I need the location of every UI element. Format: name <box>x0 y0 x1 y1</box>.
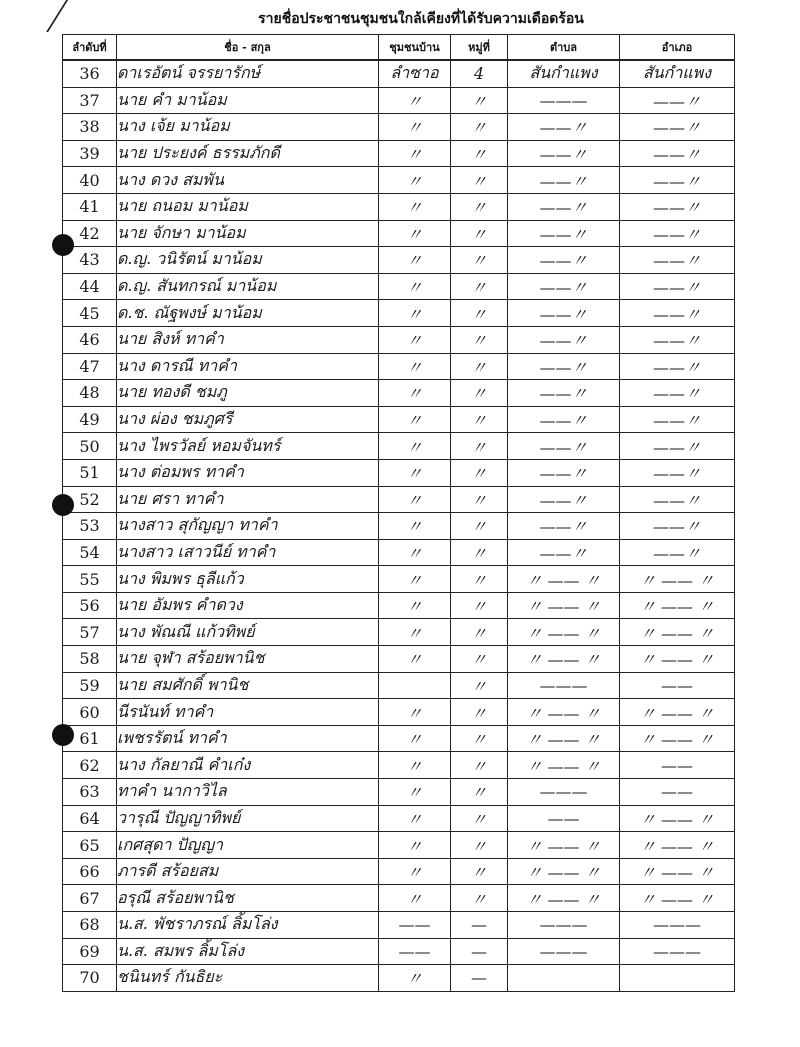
cell-tambon: ——〃 <box>508 326 620 353</box>
cell-name: นาง ไพรวัลย์ หอมจันทร์ <box>117 433 379 460</box>
cell-tambon: ——〃 <box>508 167 620 194</box>
cell-amphoe: 〃 —— 〃 <box>620 646 735 673</box>
cell-moo: 〃 <box>451 832 508 859</box>
cell-village: 〃 <box>379 193 451 220</box>
table-row <box>63 486 735 513</box>
cell-village: 〃 <box>379 406 451 433</box>
cell-amphoe: 〃 —— 〃 <box>620 885 735 912</box>
cell-village: 〃 <box>379 247 451 274</box>
cell-tambon: ——— <box>508 87 620 114</box>
cell-village: 〃 <box>379 220 451 247</box>
cell-tambon: สันกำแพง <box>508 60 620 87</box>
cell-amphoe: 〃 —— 〃 <box>620 832 735 859</box>
cell-tambon: ——〃 <box>508 433 620 460</box>
cell-village: 〃 <box>379 114 451 141</box>
cell-name: ชนินทร์ กันธิยะ <box>117 965 379 992</box>
cell-num: 46 <box>63 326 117 353</box>
table-row <box>63 725 735 752</box>
cell-name: น.ส. พัชราภรณ์ ลิ้มโล่ง <box>117 912 379 939</box>
cell-village: 〃 <box>379 805 451 832</box>
cell-num: 37 <box>63 87 117 114</box>
table-row <box>63 60 735 87</box>
header-tambon: ตำบล <box>508 35 620 61</box>
cell-village: 〃 <box>379 167 451 194</box>
cell-name: นาย ศรา ทาคำ <box>117 486 379 513</box>
table-row <box>63 672 735 699</box>
cell-tambon: 〃 —— 〃 <box>508 619 620 646</box>
cell-tambon <box>508 965 620 992</box>
cell-tambon: 〃 —— 〃 <box>508 725 620 752</box>
cell-village: 〃 <box>379 619 451 646</box>
cell-num: 70 <box>63 965 117 992</box>
cell-name: ทาคำ นากาวิไล <box>117 779 379 806</box>
cell-name: นาย ประยงค์ ธรรมภักดี <box>117 140 379 167</box>
cell-moo: 〃 <box>451 725 508 752</box>
cell-name: นาย สมศักดิ์ พานิช <box>117 672 379 699</box>
cell-tambon: ——〃 <box>508 247 620 274</box>
table-row <box>63 965 735 992</box>
table-header-row <box>63 35 735 61</box>
cell-village: 〃 <box>379 459 451 486</box>
cell-tambon: ——〃 <box>508 353 620 380</box>
cell-amphoe: ——〃 <box>620 193 735 220</box>
cell-name: น.ส. สมพร ลิ้มโล่ง <box>117 938 379 965</box>
cell-tambon: ——〃 <box>508 193 620 220</box>
table-row <box>63 752 735 779</box>
cell-village: 〃 <box>379 566 451 593</box>
cell-name: นาย จุฬา สร้อยพานิช <box>117 646 379 673</box>
table-row <box>63 433 735 460</box>
cell-tambon: 〃 —— 〃 <box>508 699 620 726</box>
cell-village: 〃 <box>379 87 451 114</box>
punch-hole <box>52 724 74 746</box>
punch-hole <box>52 234 74 256</box>
cell-tambon: ——〃 <box>508 273 620 300</box>
cell-village: 〃 <box>379 380 451 407</box>
cell-name: นาง ผ่อง ชมภูศรี <box>117 406 379 433</box>
table-row <box>63 619 735 646</box>
cell-village: 〃 <box>379 140 451 167</box>
cell-num: 51 <box>63 459 117 486</box>
cell-num: 49 <box>63 406 117 433</box>
cell-amphoe: ——〃 <box>620 486 735 513</box>
table-row <box>63 326 735 353</box>
cell-amphoe: ——— <box>620 938 735 965</box>
cell-num: 61 <box>63 725 117 752</box>
table-row <box>63 167 735 194</box>
cell-village: 〃 <box>379 513 451 540</box>
cell-amphoe: 〃 —— 〃 <box>620 725 735 752</box>
table-row <box>63 779 735 806</box>
table-row <box>63 699 735 726</box>
cell-amphoe: ——〃 <box>620 140 735 167</box>
cell-amphoe: 〃 —— 〃 <box>620 592 735 619</box>
table-row <box>63 539 735 566</box>
header-moo: หมู่ที่ <box>451 35 508 61</box>
cell-village: 〃 <box>379 646 451 673</box>
table-row <box>63 193 735 220</box>
cell-amphoe: ——〃 <box>620 406 735 433</box>
cell-amphoe: 〃 —— 〃 <box>620 805 735 832</box>
cell-amphoe: —— <box>620 752 735 779</box>
cell-tambon: ——— <box>508 938 620 965</box>
cell-village: 〃 <box>379 725 451 752</box>
cell-village <box>379 672 451 699</box>
cell-village: 〃 <box>379 539 451 566</box>
cell-village: 〃 <box>379 858 451 885</box>
header-name: ชื่อ - สกุล <box>117 35 379 61</box>
cell-village: 〃 <box>379 832 451 859</box>
cell-amphoe: ——〃 <box>620 167 735 194</box>
cell-name: วารุณี ปัญญาทิพย์ <box>117 805 379 832</box>
cell-tambon: ——〃 <box>508 406 620 433</box>
cell-num: 41 <box>63 193 117 220</box>
cell-tambon: 〃 —— 〃 <box>508 566 620 593</box>
cell-moo: 〃 <box>451 353 508 380</box>
cell-amphoe: 〃 —— 〃 <box>620 858 735 885</box>
cell-name: นาย อัมพร คำดวง <box>117 592 379 619</box>
cell-amphoe: ——〃 <box>620 220 735 247</box>
cell-moo: 〃 <box>451 858 508 885</box>
cell-tambon: 〃 —— 〃 <box>508 646 620 673</box>
cell-moo: 〃 <box>451 752 508 779</box>
table-row <box>63 513 735 540</box>
cell-moo: 〃 <box>451 114 508 141</box>
cell-amphoe: ——〃 <box>620 539 735 566</box>
cell-name: ด.ญ. วนิรัตน์ มาน้อม <box>117 247 379 274</box>
cell-moo: 〃 <box>451 406 508 433</box>
cell-tambon: ——— <box>508 779 620 806</box>
cell-amphoe: ——〃 <box>620 326 735 353</box>
cell-village: 〃 <box>379 486 451 513</box>
cell-tambon: 〃 —— 〃 <box>508 752 620 779</box>
table-row <box>63 380 735 407</box>
cell-moo: 〃 <box>451 885 508 912</box>
cell-num: 54 <box>63 539 117 566</box>
cell-village: 〃 <box>379 592 451 619</box>
cell-name: นาง ต่อมพร ทาคำ <box>117 459 379 486</box>
cell-amphoe: ——〃 <box>620 380 735 407</box>
cell-tambon: 〃 —— 〃 <box>508 885 620 912</box>
cell-village: ลำซาอ <box>379 60 451 87</box>
table-row <box>63 406 735 433</box>
cell-name: ดาเรอัตน์ จรรยารักษ์ <box>117 60 379 87</box>
cell-num: 53 <box>63 513 117 540</box>
cell-num: 44 <box>63 273 117 300</box>
cell-num: 50 <box>63 433 117 460</box>
cell-village: 〃 <box>379 885 451 912</box>
table-row <box>63 459 735 486</box>
cell-num: 69 <box>63 938 117 965</box>
cell-name: นาย คำ มาน้อม <box>117 87 379 114</box>
cell-village: 〃 <box>379 273 451 300</box>
cell-amphoe <box>620 965 735 992</box>
cell-name: ด.ช. ณัฐพงษ์ มาน้อม <box>117 300 379 327</box>
cell-village: 〃 <box>379 353 451 380</box>
cell-tambon: ——〃 <box>508 486 620 513</box>
cell-moo: 4 <box>451 60 508 87</box>
cell-num: 66 <box>63 858 117 885</box>
cell-num: 56 <box>63 592 117 619</box>
cell-name: เพชรรัตน์ ทาคำ <box>117 725 379 752</box>
cell-amphoe: —— <box>620 779 735 806</box>
cell-moo: 〃 <box>451 513 508 540</box>
cell-name: นางสาว เสาวนีย์ ทาคำ <box>117 539 379 566</box>
cell-name: นาย จักษา มาน้อม <box>117 220 379 247</box>
cell-tambon: ——〃 <box>508 114 620 141</box>
punch-hole <box>52 494 74 516</box>
cell-moo: 〃 <box>451 566 508 593</box>
cell-tambon: ——〃 <box>508 459 620 486</box>
cell-name: นาง ดารณี ทาคำ <box>117 353 379 380</box>
cell-village: 〃 <box>379 300 451 327</box>
cell-moo: 〃 <box>451 433 508 460</box>
table-row <box>63 938 735 965</box>
cell-village: —— <box>379 938 451 965</box>
cell-num: 59 <box>63 672 117 699</box>
cell-village: 〃 <box>379 965 451 992</box>
cell-amphoe: ——〃 <box>620 459 735 486</box>
cell-name: เกศสุดา ปัญญา <box>117 832 379 859</box>
cell-tambon: 〃 —— 〃 <box>508 832 620 859</box>
cell-moo: 〃 <box>451 273 508 300</box>
cell-tambon: ——— <box>508 672 620 699</box>
table-row <box>63 646 735 673</box>
cell-amphoe: ——〃 <box>620 300 735 327</box>
table-row <box>63 566 735 593</box>
cell-num: 62 <box>63 752 117 779</box>
cell-num: 68 <box>63 912 117 939</box>
cell-amphoe: 〃 —— 〃 <box>620 619 735 646</box>
cell-moo: 〃 <box>451 380 508 407</box>
cell-num: 65 <box>63 832 117 859</box>
cell-moo: — <box>451 965 508 992</box>
table-row <box>63 114 735 141</box>
cell-name: นาง เจ้ย มาน้อม <box>117 114 379 141</box>
cell-village: —— <box>379 912 451 939</box>
cell-tambon: ——— <box>508 912 620 939</box>
table-row <box>63 832 735 859</box>
cell-num: 52 <box>63 486 117 513</box>
cell-num: 38 <box>63 114 117 141</box>
cell-moo: 〃 <box>451 87 508 114</box>
cell-amphoe: ——〃 <box>620 433 735 460</box>
cell-amphoe: 〃 —— 〃 <box>620 699 735 726</box>
cell-name: นาง กัลยาณี คำเก๋ง <box>117 752 379 779</box>
cell-num: 48 <box>63 380 117 407</box>
table-row <box>63 300 735 327</box>
cell-amphoe: ——〃 <box>620 247 735 274</box>
cell-tambon: 〃 —— 〃 <box>508 592 620 619</box>
cell-moo: 〃 <box>451 459 508 486</box>
cell-num: 63 <box>63 779 117 806</box>
cell-amphoe: สันกำแพง <box>620 60 735 87</box>
resident-list-table <box>62 34 735 992</box>
table-row <box>63 353 735 380</box>
cell-moo: 〃 <box>451 140 508 167</box>
cell-num: 60 <box>63 699 117 726</box>
cell-moo: 〃 <box>451 193 508 220</box>
cell-village: 〃 <box>379 699 451 726</box>
cell-moo: 〃 <box>451 326 508 353</box>
cell-name: นาง ดวง สมพัน <box>117 167 379 194</box>
cell-num: 58 <box>63 646 117 673</box>
header-village: ชุมชนบ้าน <box>379 35 451 61</box>
cell-name: อรุณี สร้อยพานิช <box>117 885 379 912</box>
header-num: ลำดับที่ <box>63 35 117 61</box>
cell-num: 64 <box>63 805 117 832</box>
cell-tambon: —— <box>508 805 620 832</box>
cell-amphoe: 〃 —— 〃 <box>620 566 735 593</box>
cell-moo: 〃 <box>451 619 508 646</box>
table-row <box>63 247 735 274</box>
table-row <box>63 220 735 247</box>
cell-num: 55 <box>63 566 117 593</box>
cell-moo: 〃 <box>451 646 508 673</box>
cell-moo: 〃 <box>451 247 508 274</box>
cell-moo: 〃 <box>451 486 508 513</box>
cell-num: 39 <box>63 140 117 167</box>
cell-moo: — <box>451 938 508 965</box>
cell-name: นาย ถนอม มาน้อม <box>117 193 379 220</box>
header-amphoe: อำเภอ <box>620 35 735 61</box>
cell-moo: 〃 <box>451 539 508 566</box>
cell-num: 42 <box>63 220 117 247</box>
cell-amphoe: ——— <box>620 912 735 939</box>
cell-moo: 〃 <box>451 699 508 726</box>
cell-name: ภารดี สร้อยสม <box>117 858 379 885</box>
cell-name: นาง พิมพร ธุลีแก้ว <box>117 566 379 593</box>
table-row <box>63 273 735 300</box>
cell-village: 〃 <box>379 752 451 779</box>
cell-amphoe: —— <box>620 672 735 699</box>
cell-name: นาย สิงห์ ทาคำ <box>117 326 379 353</box>
cell-name: นางสาว สุกัญญา ทาคำ <box>117 513 379 540</box>
cell-num: 40 <box>63 167 117 194</box>
cell-tambon: ——〃 <box>508 140 620 167</box>
cell-tambon: 〃 —— 〃 <box>508 858 620 885</box>
cell-moo: 〃 <box>451 779 508 806</box>
cell-moo: — <box>451 912 508 939</box>
cell-moo: 〃 <box>451 167 508 194</box>
table-row <box>63 87 735 114</box>
cell-amphoe: ——〃 <box>620 513 735 540</box>
cell-num: 47 <box>63 353 117 380</box>
cell-name: นาง พัณณี แก้วทิพย์ <box>117 619 379 646</box>
page-title: รายชื่อประชาชนชุมชนใกล้เคียงที่ได้รับความเดือดร้อน <box>258 11 584 27</box>
table-body <box>63 60 735 991</box>
cell-village: 〃 <box>379 433 451 460</box>
table-row <box>63 140 735 167</box>
cell-moo: 〃 <box>451 300 508 327</box>
cell-village: 〃 <box>379 779 451 806</box>
cell-name: นีรนันท์ ทาคำ <box>117 699 379 726</box>
cell-moo: 〃 <box>451 220 508 247</box>
table-row <box>63 805 735 832</box>
cell-num: 45 <box>63 300 117 327</box>
cell-amphoe: ——〃 <box>620 273 735 300</box>
cell-tambon: ——〃 <box>508 380 620 407</box>
cell-amphoe: ——〃 <box>620 114 735 141</box>
cell-moo: 〃 <box>451 805 508 832</box>
cell-moo: 〃 <box>451 672 508 699</box>
table-row <box>63 912 735 939</box>
cell-num: 67 <box>63 885 117 912</box>
cell-amphoe: ——〃 <box>620 353 735 380</box>
cell-num: 36 <box>63 60 117 87</box>
table-row <box>63 592 735 619</box>
cell-num: 57 <box>63 619 117 646</box>
cell-moo: 〃 <box>451 592 508 619</box>
cell-name: ด.ญ. สันทกรณ์ มาน้อม <box>117 273 379 300</box>
table-row <box>63 885 735 912</box>
table-row <box>63 858 735 885</box>
cell-tambon: ——〃 <box>508 513 620 540</box>
cell-village: 〃 <box>379 326 451 353</box>
cell-tambon: ——〃 <box>508 220 620 247</box>
cell-tambon: ——〃 <box>508 539 620 566</box>
cell-amphoe: ——〃 <box>620 87 735 114</box>
cell-num: 43 <box>63 247 117 274</box>
cell-name: นาย ทองดี ชมภู <box>117 380 379 407</box>
cell-tambon: ——〃 <box>508 300 620 327</box>
